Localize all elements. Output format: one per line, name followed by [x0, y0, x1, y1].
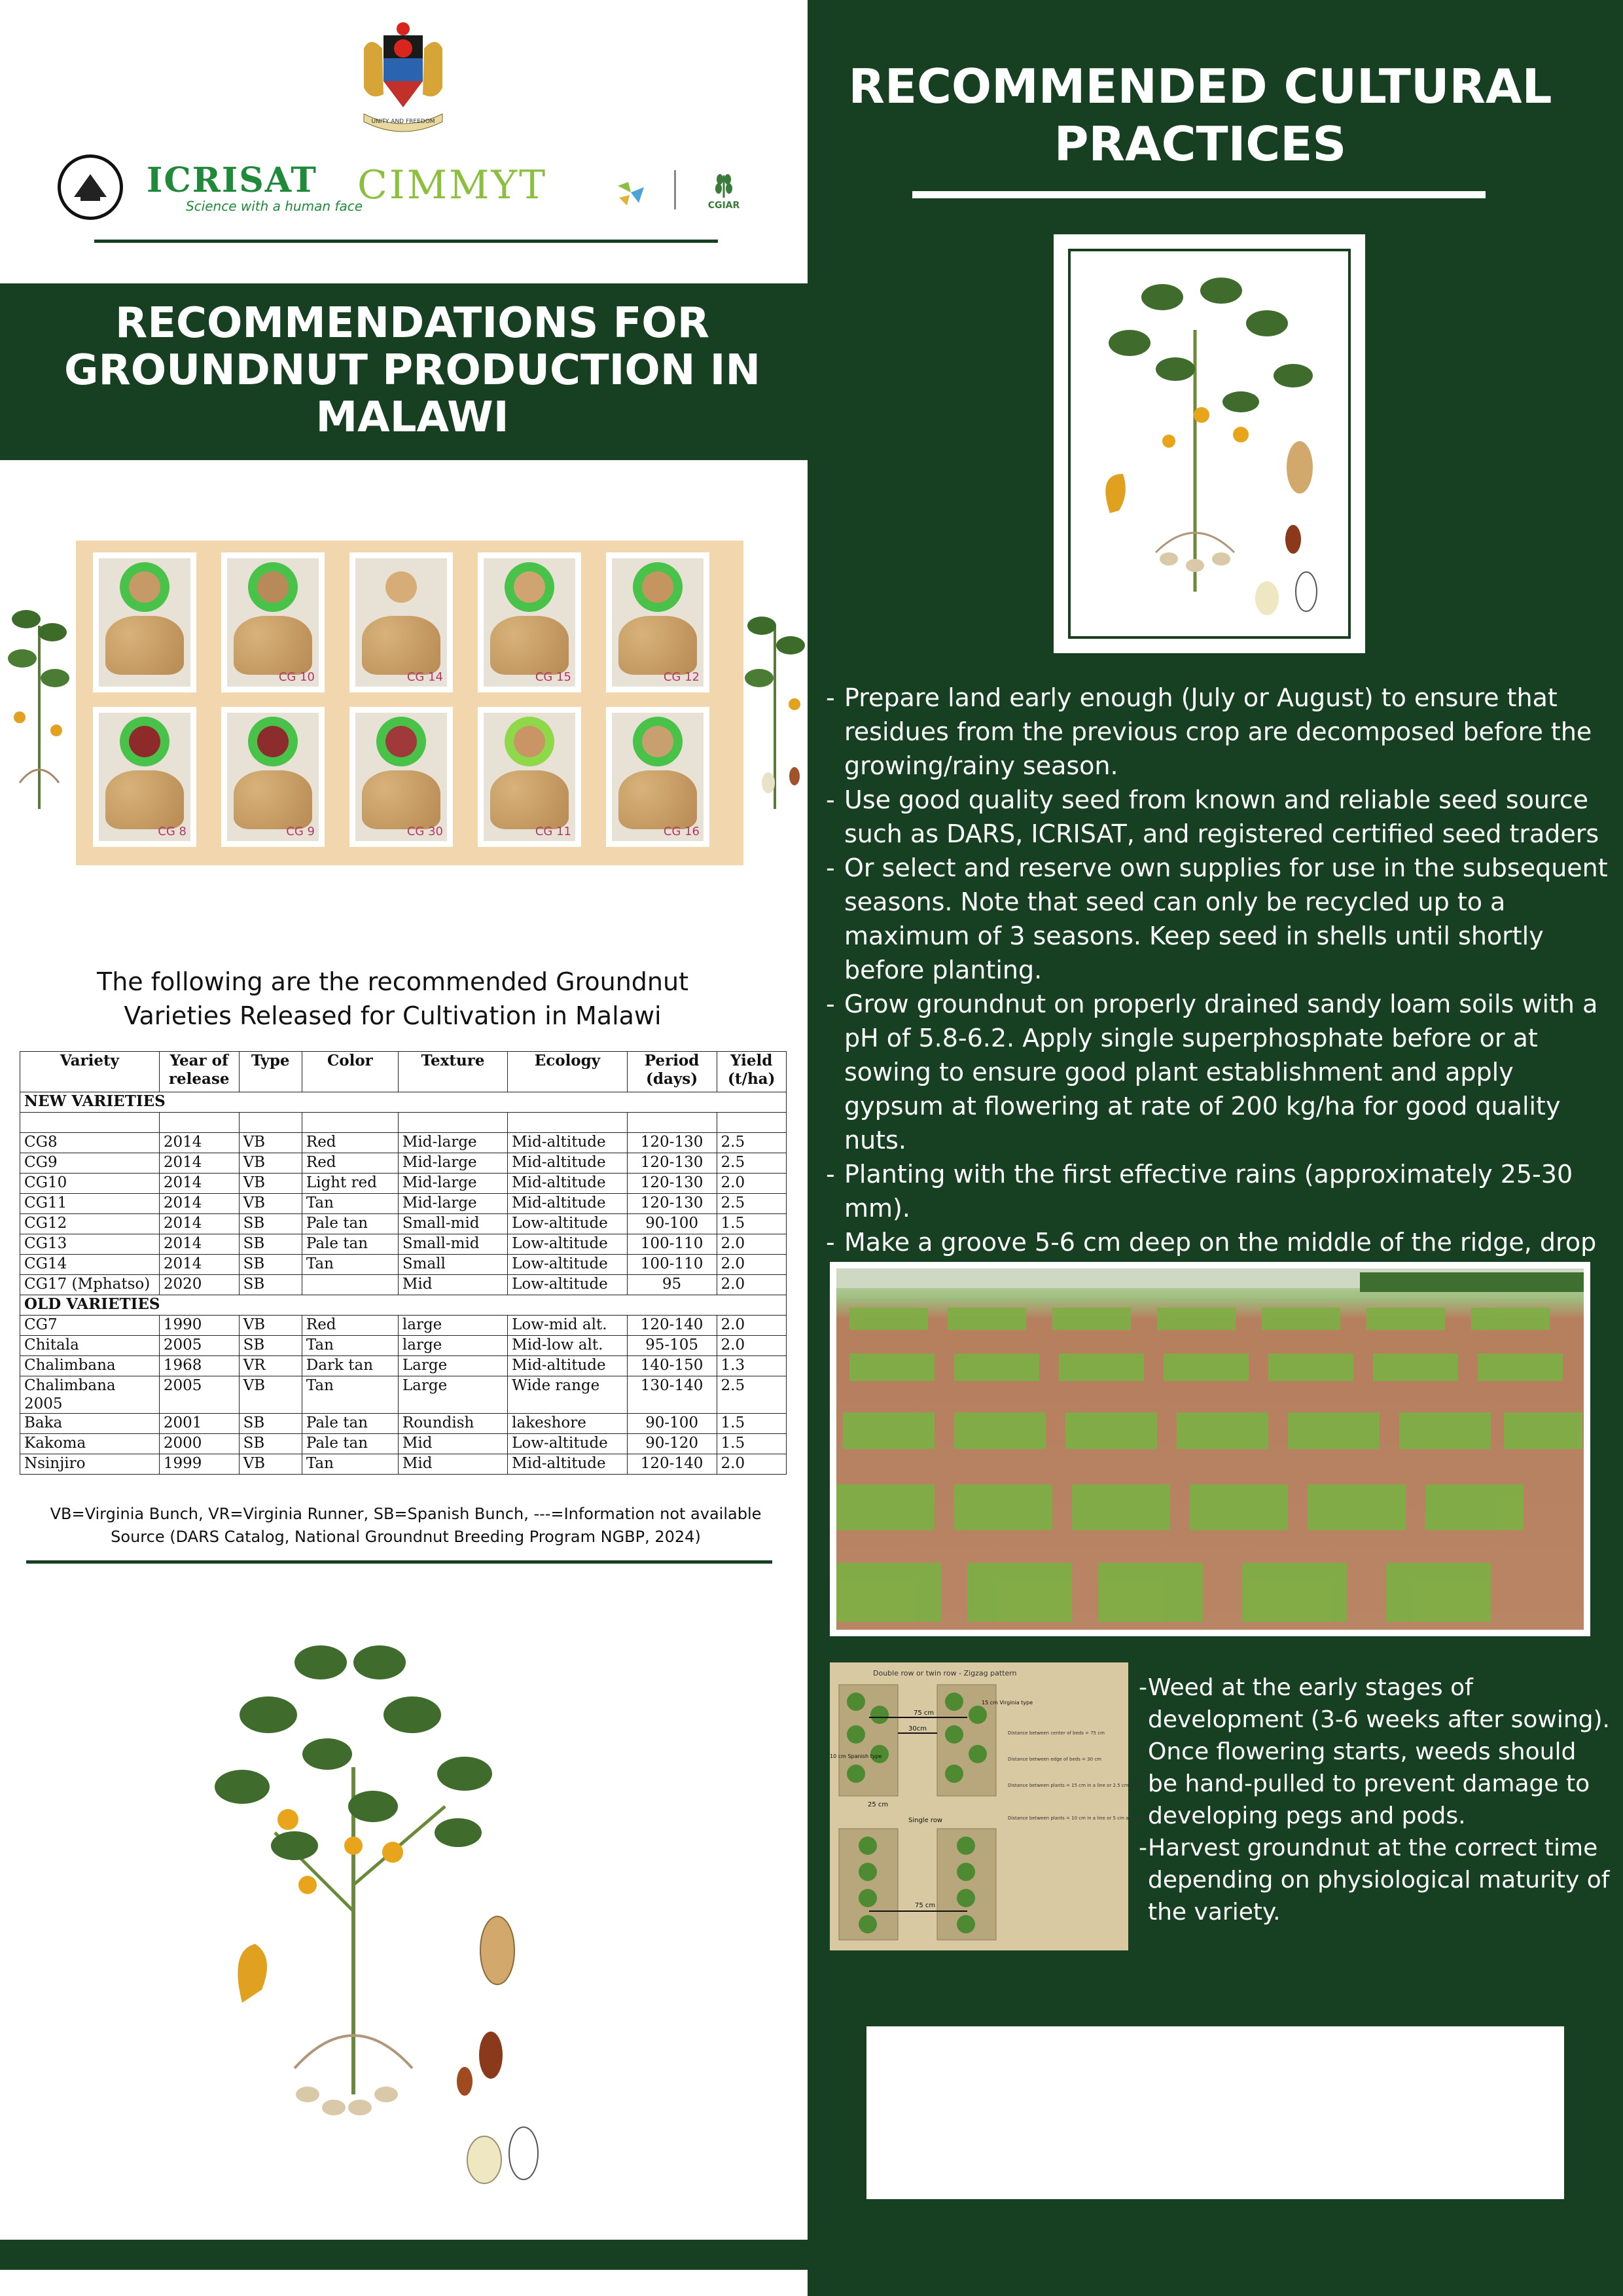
seed-tag: CG 12 [663, 670, 700, 684]
practice-text: Grow groundnut on properly drained sandy loam soils with a pH of 5.8-6.2. Apply single superphosphate before or at sowing to ensure good plant establishment and apply gypsum at flowering at rate of 200 kg/ha for good quality nuts. [844, 990, 1598, 1155]
varieties-heading: The following are the recommended Groundnut Varieties Released for Cultivation in Malawi [97, 967, 688, 1030]
table-cell: VB [239, 1316, 302, 1336]
table-cell: 1999 [159, 1454, 239, 1475]
table-cell: 90-120 [627, 1434, 717, 1454]
table-cell: Mid [398, 1454, 507, 1475]
table-cell: Wide range [508, 1376, 627, 1414]
diagram-note: Distance between plants = 10 cm in a line or 5 cm along double row for Spanish type [1008, 1816, 1205, 1821]
table-cell: 90-100 [627, 1214, 717, 1234]
practice-text: Use good quality seed from known and reliable seed source such as DARS, ICRISAT, and registered certified seed traders [844, 785, 1599, 848]
practice-item: - Planting with the first effective rains (approximately 25-30 mm). [826, 1160, 1573, 1223]
table-cell: Mid-large [398, 1194, 507, 1214]
table-cell: 1968 [159, 1356, 239, 1376]
spacing-diagram-graphic [830, 1662, 1208, 1950]
groundnut-plate-illustration-icon [1071, 251, 1346, 631]
table-cell: 100-110 [627, 1234, 717, 1255]
table-row [20, 1234, 787, 1255]
table-cell: CG17 (Mphatso) [20, 1275, 160, 1295]
malawi-coat-of-arms-icon [351, 22, 455, 134]
table-cell: 90-100 [627, 1414, 717, 1434]
table-cell: Pale tan [302, 1434, 398, 1454]
table-cell: 120-130 [627, 1153, 717, 1174]
table-cell: Large [398, 1376, 507, 1414]
table-cell: Pale tan [302, 1214, 398, 1234]
column-header: Period (days) [627, 1052, 717, 1092]
column-header: Texture [398, 1052, 507, 1092]
table-cell: Chalimbana 2005 [20, 1376, 160, 1414]
table-cell: SB [239, 1336, 302, 1356]
table-cell [302, 1275, 398, 1295]
table-cell: 2014 [159, 1255, 239, 1275]
table-cell: 2.0 [717, 1174, 787, 1194]
cimmyt-mark-icon [615, 179, 647, 208]
table-cell: Mid-large [398, 1133, 507, 1153]
table-cell: Red [302, 1133, 398, 1153]
cgiar-logo [698, 170, 750, 216]
seed-photo [221, 707, 325, 847]
table-cell: 2.5 [717, 1133, 787, 1153]
table-cell: Red [302, 1316, 398, 1336]
logo-divider-rule [94, 240, 718, 243]
table-cell: Mid-altitude [508, 1174, 627, 1194]
seed-tag: CG 15 [535, 670, 571, 684]
table-cell: 2005 [159, 1336, 239, 1356]
table-cell: 130-140 [627, 1376, 717, 1414]
table-cell: 2014 [159, 1234, 239, 1255]
diagram-title: Double row or twin row - Zigzag pattern [873, 1669, 1017, 1677]
right-title-rule [912, 191, 1486, 198]
table-cell: Tan [302, 1454, 398, 1475]
table-cell: 1990 [159, 1316, 239, 1336]
table-cell: Tan [302, 1194, 398, 1214]
column-header: Ecology [508, 1052, 627, 1092]
right-title: RECOMMENDED CULTURAL PRACTICES [848, 59, 1552, 171]
table-cell: Tan [302, 1336, 398, 1356]
table-cell: CG11 [20, 1194, 160, 1214]
table-cell: Light red [302, 1174, 398, 1194]
diagram-note: Distance between center of beds = 75 cm [1008, 1731, 1105, 1736]
table-cell: 95-105 [627, 1336, 717, 1356]
table-cell: VB [239, 1376, 302, 1414]
practice-item: - Grow groundnut on properly drained sandy loam soils with a pH of 5.8-6.2. Apply single superphosphate before or at sowing to ensure good plant establishment and apply gypsum at flowering at rate of 200 kg/ha for good quality nuts. [826, 990, 1598, 1155]
section-label: OLD VARIETIES [20, 1295, 787, 1316]
table-cell: 2.0 [717, 1275, 787, 1295]
diagram-label: 75 cm [914, 1710, 935, 1717]
footnote-source: Source (DARS Catalog, National Groundnut Breeding Program NGBP, 2024) [111, 1528, 701, 1546]
practice-text: Planting with the first effective rains (approximately 25-30 mm). [844, 1160, 1573, 1223]
table-cell: CG10 [20, 1174, 160, 1194]
table-cell: 2005 [159, 1376, 239, 1414]
seed-photo-frame [76, 541, 743, 865]
table-row [20, 1316, 787, 1336]
table-cell: SB [239, 1434, 302, 1454]
table-cell: Small-mid [398, 1214, 507, 1234]
table-cell: Low-mid alt. [508, 1316, 627, 1336]
table-cell: 2000 [159, 1434, 239, 1454]
table-row [20, 1275, 787, 1295]
groundnut-plant-left-icon [0, 586, 72, 809]
icrisat-logo [147, 160, 363, 219]
left-title: RECOMMENDATIONS FOR GROUNDNUT PRODUCTION IN MALAWI [63, 299, 761, 442]
table-cell: Red [302, 1153, 398, 1174]
blank-white-panel [866, 2026, 1564, 2199]
table-cell: SB [239, 1255, 302, 1275]
table-cell: 120-140 [627, 1316, 717, 1336]
table-cell: 2014 [159, 1133, 239, 1153]
table-cell: Kakoma [20, 1434, 160, 1454]
seed-photo [478, 552, 581, 692]
column-header: Color [302, 1052, 398, 1092]
table-cell: Mid-low alt. [508, 1336, 627, 1356]
table-row [20, 1194, 787, 1214]
seed-tag: CG 16 [663, 825, 700, 838]
table-cell: CG7 [20, 1316, 160, 1336]
groundnut-botanical-illustration-icon [196, 1636, 550, 2212]
table-cell: 120-130 [627, 1194, 717, 1214]
spacer-row [20, 1113, 787, 1133]
table-cell: 100-110 [627, 1255, 717, 1275]
table-cell: 1.5 [717, 1434, 787, 1454]
table-cell: Mid-altitude [508, 1454, 627, 1475]
table-cell: CG12 [20, 1214, 160, 1234]
table-row [20, 1336, 787, 1356]
table-body [20, 1092, 787, 1475]
table-header-row [20, 1052, 787, 1092]
seed-tag: CG 8 [158, 825, 187, 838]
diagram-label: 25 cm [868, 1801, 889, 1808]
cultural-practices-list [826, 681, 1611, 1327]
table-cell: SB [239, 1414, 302, 1434]
cgiar-label: CGIAR [707, 200, 740, 211]
seed-photo [478, 707, 581, 847]
table-footnote [26, 1503, 785, 1549]
section-row [20, 1295, 787, 1316]
table-row [20, 1434, 787, 1454]
table-cell: 2.5 [717, 1376, 787, 1414]
logo-divider [674, 170, 676, 209]
section-row [20, 1092, 787, 1113]
table-cell: SB [239, 1275, 302, 1295]
practice-item: - Make a groove 5-6 cm deep on the middle of the ridge, drop [826, 1225, 1611, 1327]
footnote-abbreviations: VB=Virginia Bunch, VR=Virginia Runner, SB=Spanish Bunch, ---=Information not available [50, 1505, 762, 1523]
table-cell: Mid-large [398, 1153, 507, 1174]
table-cell: Low-altitude [508, 1214, 627, 1234]
seed-tag: CG 11 [535, 825, 571, 838]
section-label: NEW VARIETIES [20, 1092, 787, 1113]
table-cell: 1.5 [717, 1214, 787, 1234]
table-row [20, 1174, 787, 1194]
table-cell: Pale tan [302, 1234, 398, 1255]
groundnut-field-photo [836, 1268, 1584, 1630]
practice-text: Prepare land early enough (July or August) to ensure that residues from the previous crop are decomposed before the growing/rainy season. [844, 683, 1592, 780]
dars-logo-icon [58, 154, 123, 220]
column-header: Yield (t/ha) [717, 1052, 787, 1092]
table-cell: Tan [302, 1255, 398, 1275]
practice-text: Harvest groundnut at the correct time depending on physiological maturity of the variety. [1148, 1835, 1610, 1926]
table-cell: 2.0 [717, 1336, 787, 1356]
table-cell: lakeshore [508, 1414, 627, 1434]
table-cell: 2.0 [717, 1255, 787, 1275]
table-cell: 120-130 [627, 1133, 717, 1153]
table-cell: Low-altitude [508, 1434, 627, 1454]
groundnut-plant-right-icon [742, 586, 814, 809]
table-cell: VB [239, 1454, 302, 1475]
practice-text: Or select and reserve own supplies for use in the subsequent seasons. Note that seed can only be recycled up to a maximum of 3 seasons. Keep seed in shells until shortly before planting. [844, 853, 1608, 984]
table-cell: 2014 [159, 1153, 239, 1174]
table-row [20, 1255, 787, 1275]
table-cell: VB [239, 1194, 302, 1214]
varieties-table [20, 1051, 787, 1475]
table-cell: 2020 [159, 1275, 239, 1295]
table-cell: Chalimbana [20, 1356, 160, 1376]
table-cell: CG8 [20, 1133, 160, 1153]
table-cell: Dark tan [302, 1356, 398, 1376]
table-cell: 2.0 [717, 1454, 787, 1475]
table-cell: VB [239, 1174, 302, 1194]
table-bottom-rule [26, 1560, 772, 1564]
seed-tag: CG 10 [278, 670, 315, 684]
table-cell: large [398, 1336, 507, 1356]
table-cell: large [398, 1316, 507, 1336]
table-cell: VB [239, 1153, 302, 1174]
seed-photo [93, 552, 196, 692]
table-cell: Low-altitude [508, 1234, 627, 1255]
weed-harvest-practices [1139, 1672, 1610, 1928]
table-cell: 2014 [159, 1194, 239, 1214]
practice-item: - Or select and reserve own supplies for use in the subsequent seasons. Note that seed can only be recycled up to a maximum of 3 seasons. Keep seed in shells until shortly before planting. [826, 853, 1608, 984]
seed-photo [606, 707, 709, 847]
table-cell: 2.0 [717, 1234, 787, 1255]
diagram-label: 30cm [908, 1725, 927, 1732]
table-cell: Roundish [398, 1414, 507, 1434]
diagram-note: Distance between plants = 15 cm in a line or 2.5 cm along double row for Virginia type [1008, 1783, 1208, 1788]
table-row [20, 1376, 787, 1414]
icrisat-tagline: Science with a human face [186, 198, 363, 214]
seed-photo [349, 707, 453, 847]
seed-tag: CG 14 [406, 670, 443, 684]
table-cell: SB [239, 1234, 302, 1255]
table-cell: CG14 [20, 1255, 160, 1275]
table-cell: Baka [20, 1414, 160, 1434]
table-cell: 2.5 [717, 1194, 787, 1214]
table-cell: 1.5 [717, 1414, 787, 1434]
cimmyt-logo: CIMMYT [357, 162, 548, 208]
table-cell: 2014 [159, 1214, 239, 1234]
botanical-plate-frame [1054, 234, 1365, 653]
seed-photo [606, 552, 709, 692]
table-row [20, 1133, 787, 1153]
table-cell: Mid-altitude [508, 1194, 627, 1214]
table-cell: Mid-altitude [508, 1133, 627, 1153]
table-cell: 2.0 [717, 1316, 787, 1336]
field-plots-icon [836, 1268, 1584, 1630]
diagram-label: Single row [908, 1817, 943, 1824]
table-cell: Small-mid [398, 1234, 507, 1255]
practice-text: Make a groove 5-6 cm deep on the middle of the ridge, drop [844, 1228, 1597, 1257]
table-cell: Chitala [20, 1336, 160, 1356]
table-cell: Large [398, 1356, 507, 1376]
practice-item: - Weed at the early stages of development (3-6 weeks after sowing). Once flowering starts, weeds should be hand-pulled to prevent damage to developing pegs and pods. [1139, 1674, 1610, 1829]
table-cell: Tan [302, 1376, 398, 1414]
diagram-note: Distance between edge of beds = 30 cm [1008, 1757, 1101, 1762]
table-cell: 1.3 [717, 1356, 787, 1376]
table-cell: Nsinjiro [20, 1454, 160, 1475]
table-cell: SB [239, 1214, 302, 1234]
column-header: Type [239, 1052, 302, 1092]
table-row [20, 1214, 787, 1234]
practice-text: Weed at the early stages of development (3-6 weeks after sowing). Once flowering starts, weeds should be hand-pulled to prevent damage to developing pegs and pods. [1148, 1674, 1610, 1829]
diagram-label: 15 cm Virginia type [982, 1700, 1033, 1706]
table-cell: 140-150 [627, 1356, 717, 1376]
table-row [20, 1356, 787, 1376]
table-cell: Mid [398, 1434, 507, 1454]
table-cell: 120-130 [627, 1174, 717, 1194]
table-cell: 120-140 [627, 1454, 717, 1475]
table-cell: VR [239, 1356, 302, 1376]
practice-item: - Harvest groundnut at the correct time depending on physiological maturity of the variety. [1139, 1835, 1610, 1926]
table-cell: CG9 [20, 1153, 160, 1174]
practice-item: - Prepare land early enough (July or August) to ensure that residues from the previous crop are decomposed before the growing/rainy season. [826, 683, 1592, 780]
table-cell: VB [239, 1133, 302, 1153]
table-cell: 2014 [159, 1174, 239, 1194]
table-cell: CG13 [20, 1234, 160, 1255]
table-cell: Mid-altitude [508, 1356, 627, 1376]
svg-text:UNITY AND FREEDOM: UNITY AND FREEDOM [371, 118, 435, 125]
practice-item: - Use good quality seed from known and reliable seed source such as DARS, ICRISAT, and registered certified seed traders [826, 785, 1599, 848]
icrisat-wordmark: ICRISAT [147, 160, 317, 200]
table-cell: Low-altitude [508, 1255, 627, 1275]
table-cell: Pale tan [302, 1414, 398, 1434]
field-photo-frame [830, 1262, 1590, 1636]
table-cell: 2.5 [717, 1153, 787, 1174]
planting-spacing-diagram [830, 1662, 1208, 1950]
diagram-label: 75 cm [915, 1902, 936, 1909]
table-cell: Mid-altitude [508, 1153, 627, 1174]
table-cell: Mid-large [398, 1174, 507, 1194]
table-cell: Small [398, 1255, 507, 1275]
table-cell: 2001 [159, 1414, 239, 1434]
table-row [20, 1454, 787, 1475]
column-header: Variety [20, 1052, 160, 1092]
seed-photo [93, 707, 196, 847]
table-row [20, 1414, 787, 1434]
seed-tag: CG 30 [406, 825, 443, 838]
column-header: Year of release [159, 1052, 239, 1092]
seed-photo [349, 552, 453, 692]
table-cell: Mid [398, 1275, 507, 1295]
bottom-band [0, 2240, 808, 2270]
seed-photo [221, 552, 325, 692]
cgiar-wheat-icon [698, 170, 750, 199]
diagram-label: 10 cm Spanish type [830, 1753, 882, 1759]
seed-tag: CG 9 [286, 825, 315, 838]
table-cell: Low-altitude [508, 1275, 627, 1295]
table-cell: 95 [627, 1275, 717, 1295]
table-row [20, 1153, 787, 1174]
